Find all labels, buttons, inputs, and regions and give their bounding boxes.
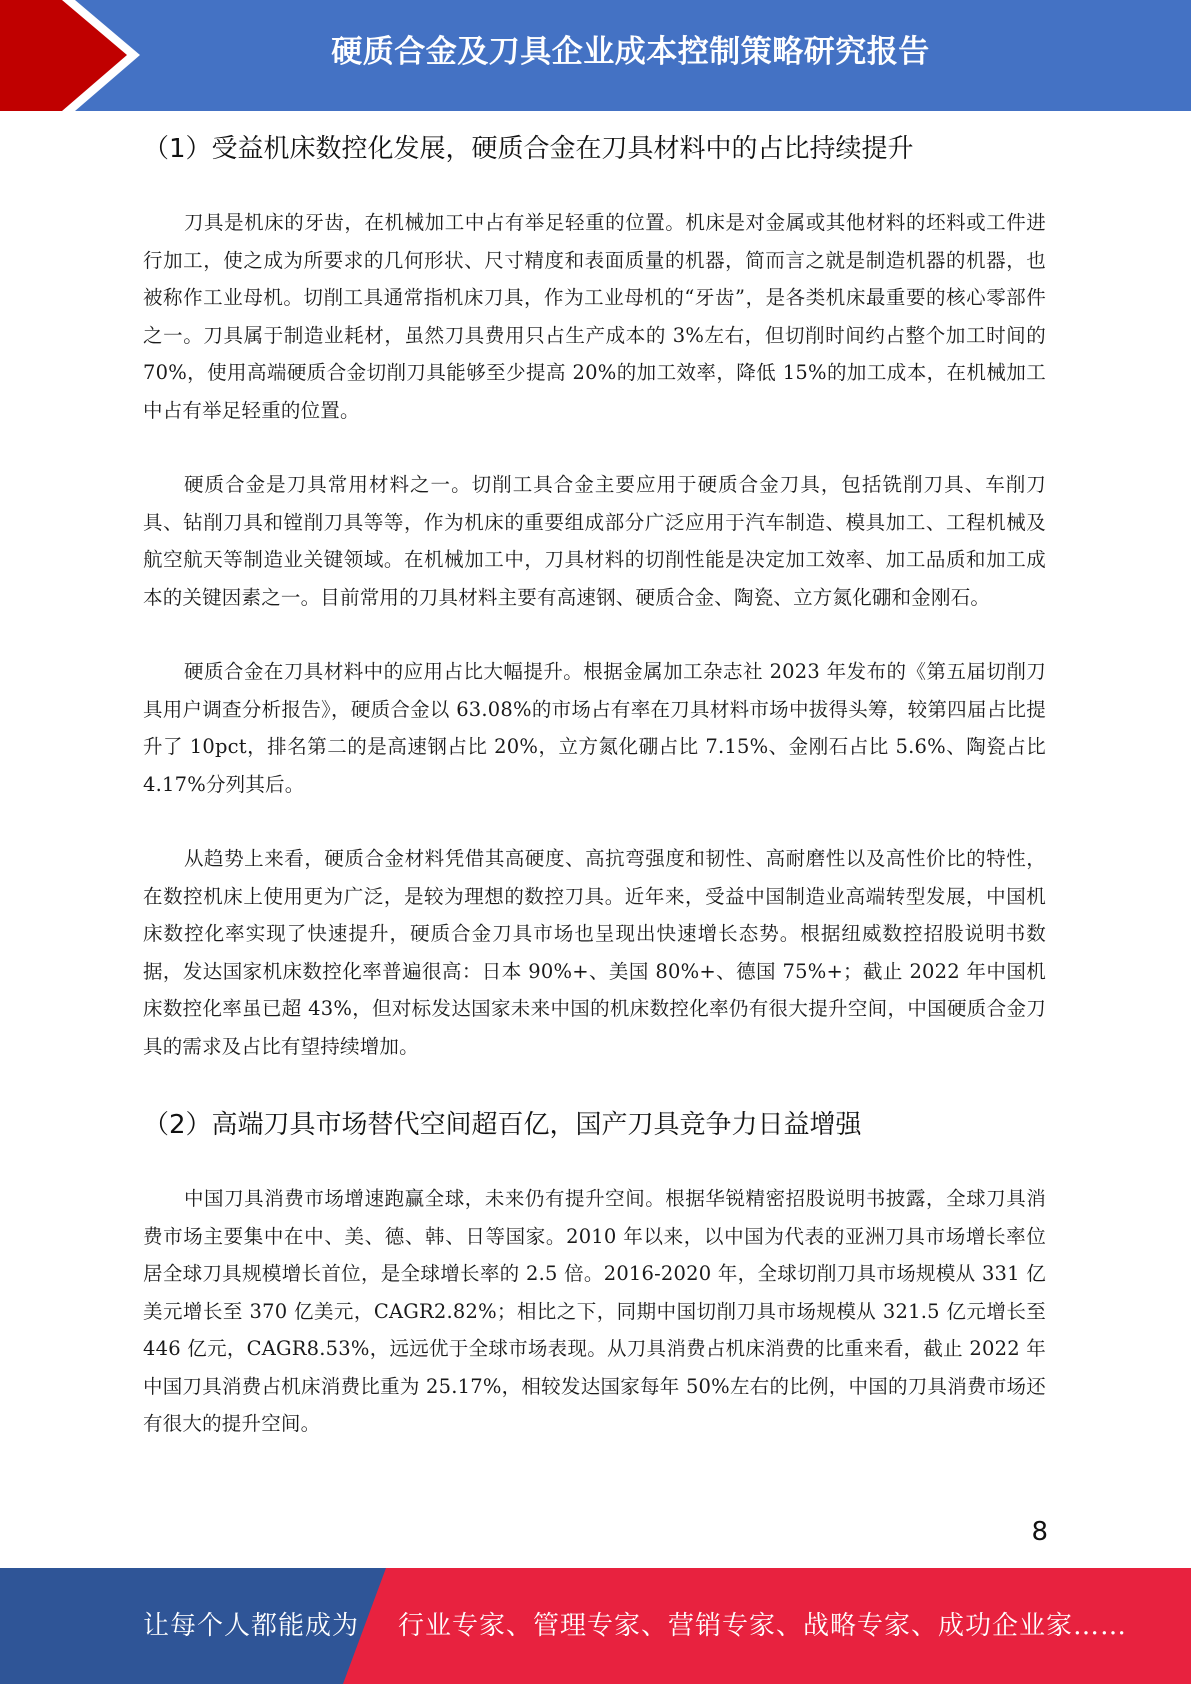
section-heading: （1）受益机床数控化发展，硬质合金在刀具材料中的占比持续提升 xyxy=(143,134,914,164)
paragraph: 硬质合金是刀具常用材料之一。切削工具合金主要应用于硬质合金刀具，包括铣削刀具、车削刀具、钻削刀具和镗削刀具等等，作为机床的重要组成部分广泛应用于汽车制造、模具加工、工程机械及航空航天等制造业关键领域。在机械加工中，刀具材料的切削性能是决定加工效率、加工品质和加工成本的关键因素之一。目前常用的刀具材料主要有高速钢、硬质合金、陶瓷、立方氮化硼和金刚石。 xyxy=(143,473,1046,609)
header-banner xyxy=(0,0,1191,111)
footer-slogan-left: 让每个人都能成为 xyxy=(143,1611,360,1641)
paragraph: 刀具是机床的牙齿，在机械加工中占有举足轻重的位置。机床是对金属或其他材料的坯料或工件进行加工，使之成为所要求的几何形状、尺寸精度和表面质量的机器，简而言之就是制造机器的机器，也被称作工业母机。切削工具通常指机床刀具，作为工业母机的“牙齿”，是各类机床最重要的核心零部件之一。刀具属于制造业耗材，虽然刀具费用只占生产成本的 3%左右，但切削时间约占整个加工时间的 70%，使用高端硬质合金切削刀具能够至少提高 20%的加工效率，降低 15%的加工成本，在机械加工中占有举足轻重的位置。 xyxy=(143,211,1046,422)
paragraph: 从趋势上来看，硬质合金材料凭借其高硬度、高抗弯强度和韧性、高耐磨性以及高性价比的特性，在数控机床上使用更为广泛，是较为理想的数控刀具。近年来，受益中国制造业高端转型发展，中国机床数控化率实现了快速提升，硬质合金刀具市场也呈现出快速增长态势。根据纽威数控招股说明书数据，发达国家机床数控化率普遍很高：日本 90%+、美国 80%+、德国 75%+；截止 2022 年中国机床数控化率虽已超 43%，但对标发达国家未来中国的机床数控化率仍有很大提升空间，中国硬质合金刀具的需求及占比有望持续增加。 xyxy=(143,847,1046,1058)
paragraph: 中国刀具消费市场增速跑赢全球，未来仍有提升空间。根据华锐精密招股说明书披露，全球刀具消费市场主要集中在中、美、德、韩、日等国家。2010 年以来，以中国为代表的亚洲刀具市场增长率位居全球刀具规模增长首位，是全球增长率的 2.5 倍。2016-2020 年，全球切削刀具市场规模从 331 亿美元增长至 370 亿美元，CAGR2.82%；相比之下，同期中国切削刀具市场规模从 321.5 亿元增长至 446 亿元，CAGR8.53%，远远优于全球市场表现。从刀具消费占机床消费的比重来看，截止 2022 年中国刀具消费占机床消费比重为 25.17%，相较发达国家每年 50%左右的比例，中国的刀具消费市场还有很大的提升空间。 xyxy=(143,1187,1046,1435)
footer-banner xyxy=(0,1568,1191,1684)
report-title: 硬质合金及刀具企业成本控制策略研究报告 xyxy=(331,34,930,70)
page-number: 8 xyxy=(1031,1517,1048,1547)
red-chevron-icon xyxy=(0,0,160,111)
section-heading: （2）高端刀具市场替代空间超百亿，国产刀具竞争力日益增强 xyxy=(143,1110,862,1140)
footer-slogan-right: 行业专家、管理专家、营销专家、战略专家、成功企业家…… xyxy=(398,1611,1128,1641)
paragraph: 硬质合金在刀具材料中的应用占比大幅提升。根据金属加工杂志社 2023 年发布的《第五届切削刀具用户调查分析报告》，硬质合金以 63.08%的市场占有率在刀具材料市场中拔得头筹，较第四届占比提升了 10pct，排名第二的是高速钢占比 20%，立方氮化硼占比 7.15%、金刚石占比 5.6%、陶瓷占比 4.17%分列其后。 xyxy=(143,660,1046,796)
main-content xyxy=(143,126,1046,1480)
